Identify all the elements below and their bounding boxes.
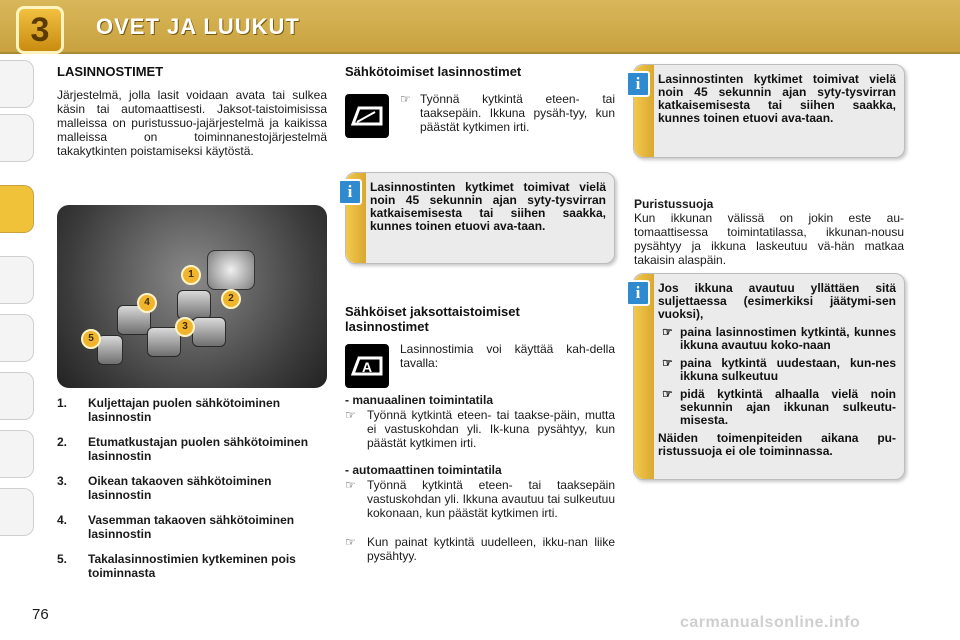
info-icon: i [626,71,650,97]
chapter-title: OVET JA LUUKUT [96,14,300,39]
window-switch [177,290,211,320]
auto-mode-heading: - automaattinen toimintatila [345,463,502,477]
chapter-tab[interactable] [0,60,34,108]
info-box-timer: i Lasinnostinten kytkimet toimivat vielä noin 45 sekunnin ajan syty-tysvirran katkaisemisesta tai siihen saakka, kunnes toinen etuovi ava-taan. [345,172,615,264]
pointing-hand-icon: ☞ [400,92,411,106]
chapter-tab[interactable] [0,114,34,162]
sequential-intro: Lasinnostimia voi käyttää kah-della tavalla: [400,342,615,370]
manual-mode-heading: - manuaalinen toimintatila [345,393,494,407]
section-heading: LASINNOSTIMET [57,64,164,79]
info-box-reinit [633,273,905,480]
callout-number: 4 [137,293,157,313]
intro-paragraph: Järjestelmä, jolla lasit voidaan avata tai sulkea käsin tai automaattisesti. Jaksot-taistoimisissa malleissa on puristussuo-jajärjestelmä ja kaikissa malleissa on toiminnanestojärjestelmä takakytkinten poistamiseksi käytöstä. [57,88,327,158]
list-item: ☞ paina lasinnostimen kytkintä, kunnes ikkuna avautuu koko-naan [662,325,896,352]
chapter-tab-active[interactable] [0,185,34,233]
window-switch [192,317,226,347]
chapter-tab[interactable] [0,430,34,478]
reinit-intro: Jos ikkuna avautuu yllättäen sitä suljettaessa (esimerkiksi jäätymi-sen vuoksi), [658,281,896,321]
list-item: 3. Oikean takaoven sähkötoiminen lasinnostin [57,474,272,502]
list-item: 5. Takalasinnostimien kytkeminen pois toiminnasta [57,552,296,580]
info-icon: i [626,280,650,306]
pointing-hand-icon: ☞ [345,535,356,549]
pinch-protection-heading: Puristussuoja [634,197,714,211]
callout-number: 1 [181,265,201,285]
auto-window-switch-icon [345,344,389,388]
manual-mode-text: ☞ Työnnä kytkintä eteen- tai taakse-päin, mutta ei vastuskohdan yli. Ik-kuna pysähtyy, kun päästät kytkimen irti. [345,408,615,450]
list-item: ☞ paina kytkintä uudestaan, kun-nes ikkuna sulkeutuu [662,356,896,383]
svg-text:A: A [361,359,373,375]
page-number: 76 [32,606,49,623]
auto-mode-stop-text: ☞ Kun painat kytkintä uudelleen, ikku-nan liike pysähtyy. [345,535,615,563]
list-item: 4. Vasemman takaoven sähkötoiminen lasinnostin [57,513,295,541]
chapter-tab[interactable] [0,256,34,304]
callout-number: 2 [221,289,241,309]
auto-mode-text: ☞ Työnnä kytkintä eteen- tai taaksepäin vastuskohdan yli. Ikkuna avautuu tai sulkeutuu kokonaan, kun päästät kytkimen irti. [345,478,615,520]
reinit-note: Näiden toimenpiteiden aikana pu-ristussuoja ei ole toiminnassa. [658,431,896,458]
pointing-hand-icon: ☞ [345,408,356,422]
chapter-header [0,0,960,54]
chapter-tabs [0,60,34,580]
info-icon: i [338,179,362,205]
pointing-hand-icon: ☞ [662,356,673,370]
list-item: 1. Kuljettajan puolen sähkötoiminen lasinnostin [57,396,281,424]
callout-number: 3 [175,317,195,337]
chapter-tab[interactable] [0,314,34,362]
callout-number: 5 [81,329,101,349]
sequential-heading: Sähköiset jaksottaistoimiset lasinnostimet [345,304,520,334]
pointing-hand-icon: ☞ [345,478,356,492]
switch-panel-photo [57,205,327,388]
pointing-hand-icon: ☞ [662,387,673,401]
pinch-protection-text: Kun ikkunan välissä on jokin este au-tomaattisessa toimintatilassa, ikkunan-nousu pysähtyy ja ikkuna laskeutuu vä-hän matkaa takaisin alaspäin. [634,211,904,267]
info-box-timer-right: i Lasinnostinten kytkimet toimivat vielä noin 45 sekunnin ajan syty-tysvirran katkaisemisesta tai siihen saakka, kunnes toinen etuovi ava-taan. [633,64,905,158]
component-list [57,396,327,591]
electric-instruction: ☞ Työnnä kytkintä eteen- tai taaksepäin. Ikkuna pysäh-tyy, kun päästät kytkimen irti. [400,92,615,134]
electric-heading: Sähkötoimiset lasinnostimet [345,64,522,79]
mirror-control-knob [207,250,255,290]
chapter-number-badge: 3 [16,6,64,54]
chapter-tab[interactable] [0,488,34,536]
list-item: 2. Etumatkustajan puolen sähkötoiminen lasinnostin [57,435,309,463]
list-item: ☞ pidä kytkintä alhaalla vielä noin sekunnin ajan ikkunan sulkeutu-misesta. [662,387,896,427]
watermark: carmanualsonline.info [680,614,861,631]
chapter-tab[interactable] [0,372,34,420]
window-switch-icon [345,94,389,138]
pointing-hand-icon: ☞ [662,325,673,339]
